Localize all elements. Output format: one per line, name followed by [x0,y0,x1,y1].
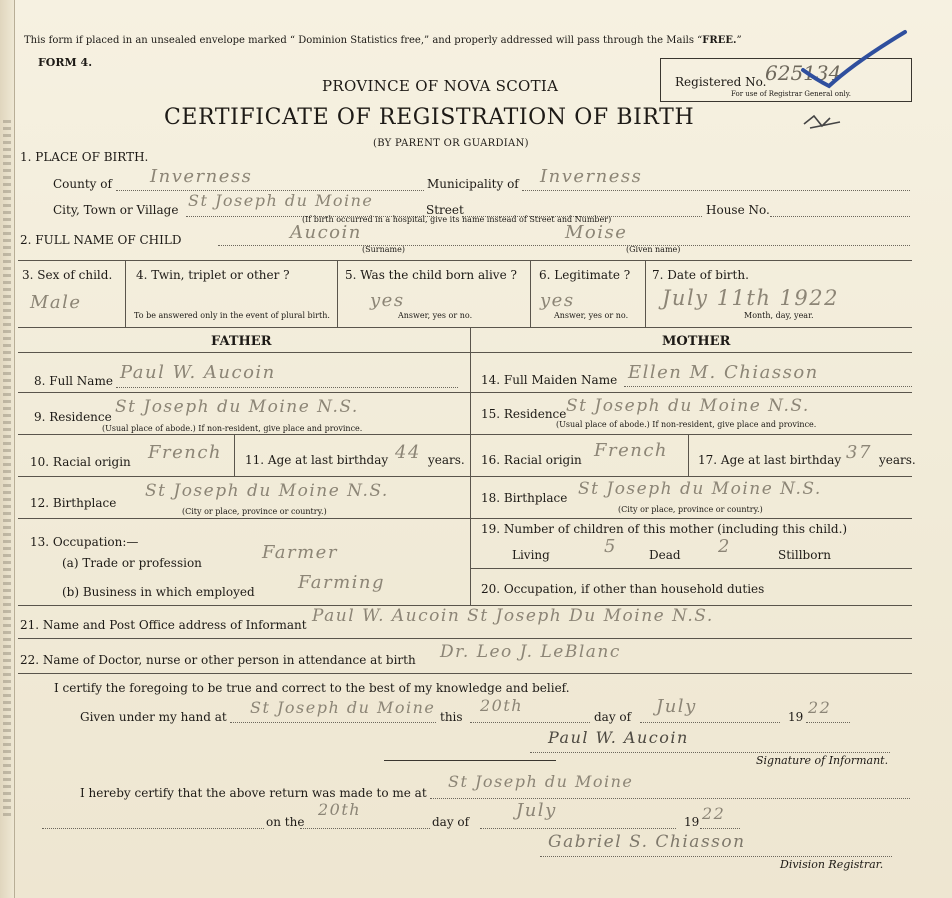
mother-birthplace: St Joseph du Moine N.S. [578,479,822,499]
father-age: 44 [395,442,421,463]
document-title: CERTIFICATE OF REGISTRATION OF BIRTH [164,105,695,130]
rule-row3-top [18,260,912,261]
county-label: County of [53,177,112,191]
informant-signature: Paul W. Aucoin [548,728,689,747]
rule-v2 [337,260,338,327]
sex-label: 3. Sex of child. [22,268,113,282]
registrar-month: July [516,800,557,821]
father-racial-label: 10. Racial origin [30,455,131,469]
father-heading: FATHER [211,334,272,349]
alive-note: Answer, yes or no. [398,311,473,320]
registered-number: 625134 [765,61,842,85]
father-name-line [116,387,458,388]
business-label: (b) Business in which employed [62,585,255,599]
father-racial: French [148,442,223,463]
mother-res-note: (Usual place of abode.) If non-resident, give place and province. [556,420,817,429]
date-value: July 11th 1922 [662,286,840,310]
rule-residence [18,434,912,435]
trade-value: Farmer [262,542,338,563]
father-name-label: 8. Full Name [34,374,113,388]
mother-name-line [624,386,912,387]
edge-faded-text [3,120,11,820]
registrar-signature: Gabriel S. Chiasson [548,832,746,852]
mother-residence: St Joseph du Moine N.S. [566,396,810,416]
place-heading: 1. PLACE OF BIRTH. [20,150,149,164]
father-bp-note: (City or place, province or country.) [182,507,327,516]
rule-names [18,392,912,393]
hospital-note: (If birth occurred in a hospital, give its name instead of Street and Number) [302,215,612,224]
given-place: St Joseph du Moine [250,698,436,717]
city-value: St Joseph du Moine [188,191,374,210]
dead-label: Dead [649,548,681,562]
father-age-label: 11. Age at last birthday [245,453,389,467]
form-number: FORM 4. [38,56,93,69]
occupation-label: 13. Occupation:— [30,535,139,549]
mother-heading: MOTHER [662,334,731,349]
sex-value: Male [30,292,82,313]
on-the-label: on the [266,815,305,829]
child-given-name: Moise [565,222,628,243]
surname-label: (Surname) [362,245,405,254]
rule-informant [18,638,912,639]
living-label: Living [512,548,550,562]
father-birthplace: St Joseph du Moine N.S. [145,481,389,501]
stamp-mark-icon [800,110,846,132]
registrar-month-line [480,828,676,829]
father-birthplace-label: 12. Birthplace [30,496,117,510]
house-label: House No. [706,203,770,217]
city-label: City, Town or Village [53,203,179,217]
registrar-day-line [300,828,430,829]
child-name-line [218,245,910,246]
father-residence-label: 9. Residence [34,410,112,424]
informant-value: Paul W. Aucoin St Joseph Du Moine N.S. [312,606,714,626]
registrar-place: St Joseph du Moine [448,772,634,791]
mother-racial: French [594,440,669,461]
given-day: 20th [480,696,524,715]
doctor-value: Dr. Leo J. LeBlanc [440,642,621,662]
rule-birthplace [18,518,912,519]
child-name-heading: 2. FULL NAME OF CHILD [20,233,182,247]
rule-children [470,568,912,569]
given-place-line [230,722,436,723]
children-label: 19. Number of children of this mother (including this child.) [481,522,848,536]
rule-v3 [530,260,531,327]
father-name: Paul W. Aucoin [120,362,276,383]
mother-age: 37 [846,442,872,463]
twin-note: To be answered only in the event of plural birth. [134,311,330,320]
municipality-label: Municipality of [427,177,519,191]
municipality-line [522,190,910,191]
mother-name-label: 14. Full Maiden Name [481,373,618,387]
given-month: July [656,696,697,717]
given-day-line [470,722,590,723]
mail-notice: This form if placed in an unsealed envelope marked “ Dominion Statistics free,” and properly addressed will pass through the Mails “FREE.” [24,35,742,46]
rule-mother-age [688,434,689,476]
divider-short [384,760,556,761]
registrar-label: Division Registrar. [780,858,884,871]
informant-label: 21. Name and Post Office address of Informant [20,618,307,632]
registrar-signature-line [540,856,892,857]
dead-value: 2 [718,536,731,557]
legitimate-note: Answer, yes or no. [554,311,629,320]
trade-label: (a) Trade or profession [62,556,202,570]
given-name-label: (Given name) [626,245,681,254]
certify-statement: I certify the foregoing to be true and correct to the best of my knowledge and belief. [54,681,570,695]
registrar-year: 22 [702,804,726,823]
date-label: 7. Date of birth. [652,268,749,282]
rule-racial [18,476,912,477]
mother-years: years. [879,453,916,467]
rule-headings [18,352,912,353]
province-heading: PROVINCE OF NOVA SCOTIA [322,77,559,95]
business-value: Farming [298,572,386,593]
legitimate-label: 6. Legitimate ? [539,268,631,282]
county-value: Inverness [150,166,253,187]
date-note: Month, day, year. [744,311,814,320]
legitimate-value: yes [540,290,575,311]
father-residence: St Joseph du Moine N.S. [115,397,359,417]
registrar-place-line [430,798,910,799]
registered-label: Registered No. [675,75,767,89]
registrar-year-line [700,828,740,829]
rule-v1 [125,260,126,327]
given-month-line [640,722,780,723]
father-years: years. [428,453,465,467]
municipality-value: Inverness [540,166,643,187]
document-subtitle: (BY PARENT OR GUARDIAN) [373,138,529,149]
given-under-label: Given under my hand at [80,710,227,724]
rule-center [470,327,471,605]
mother-age-label: 17. Age at last birthday [698,453,842,467]
given-year-prefix: 19 [788,710,804,724]
house-line [770,216,910,217]
mother-residence-label: 15. Residence [481,407,567,421]
doctor-label: 22. Name of Doctor, nurse or other person in attendance at birth [20,653,416,667]
page-edge-strip [0,0,15,898]
registrar-statement: I hereby certify that the above return was made to me at [80,786,427,800]
street-label: Street [426,203,464,217]
rule-row3-bottom [18,327,912,328]
mother-name: Ellen M. Chiasson [628,362,819,383]
child-surname: Aucoin [290,222,362,243]
registrar-note: For use of Registrar General only. [731,90,851,98]
alive-label: 5. Was the child born alive ? [345,268,517,282]
registrar-lead-line [42,828,264,829]
mother-bp-note: (City or place, province or country.) [618,505,763,514]
mother-racial-label: 16. Racial origin [481,453,582,467]
registrar-day: 20th [318,800,362,819]
this-label: this [440,710,463,724]
living-value: 5 [604,536,617,557]
father-res-note: (Usual place of abode.) If non-resident, give place and province. [102,424,363,433]
day-of-label: day of [594,710,632,724]
given-year-line [806,722,850,723]
signature-line [530,752,890,753]
rule-doctor [18,673,912,674]
mother-birthplace-label: 18. Birthplace [481,491,568,505]
registrar-day-of: day of [432,815,470,829]
twin-label: 4. Twin, triplet or other ? [136,268,290,282]
stillborn-label: Stillborn [778,548,831,562]
checkmark-icon [795,28,915,98]
registrar-year-prefix: 19 [684,815,700,829]
alive-value: yes [370,290,405,311]
signature-label: Signature of Informant. [756,754,889,767]
rule-father-age [234,434,235,476]
rule-v4 [645,260,646,327]
given-year: 22 [808,698,832,717]
mother-occupation-label: 20. Occupation, if other than household duties [481,582,765,596]
